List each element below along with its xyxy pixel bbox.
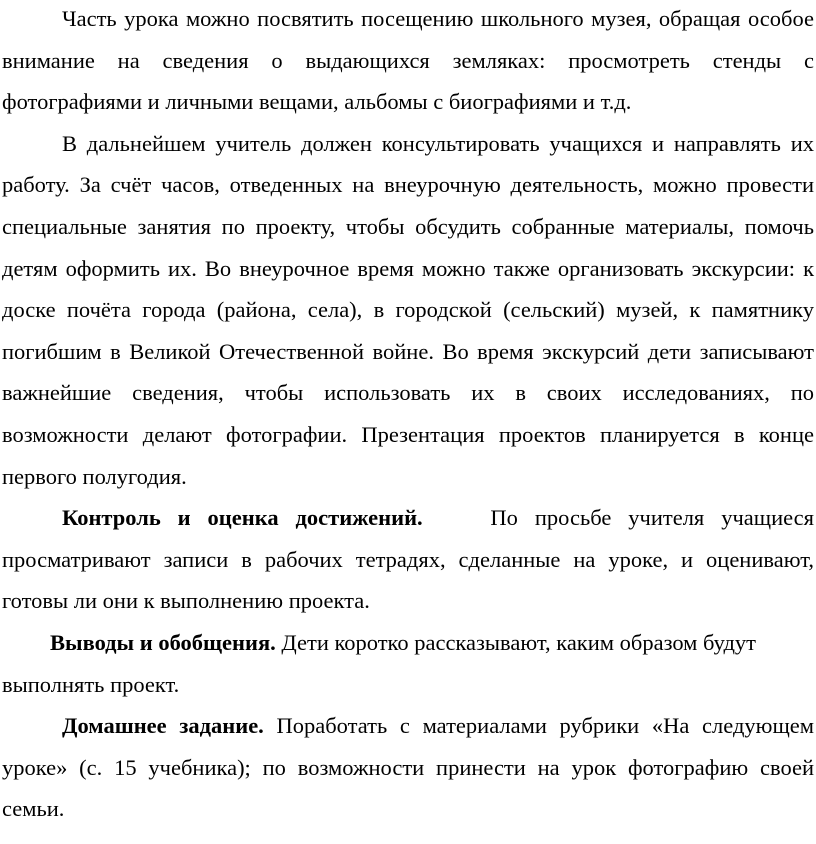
paragraph-text: В дальнейшем учитель должен консультировать учащихся и направлять их работу. За счёт часов, отведенных на внеурочную деятельность, можно провести специальные занятия по проекту, чтобы обсудить собранные материалы, помочь детям оформить их. Во внеурочное время можно также организовать экскурсии: к доске почёта города (района, села), в городской (сельский) музей, к памятнику погибшим в Великой Отечественной войне. Во время экскурсий дети записывают важнейшие сведения, чтобы использовать их в своих исследованиях, по возможности делают фотографии. Презентация проектов планируется в конце первого полугодия. xyxy=(2,130,814,489)
paragraph-heading: Домашнее задание. xyxy=(62,713,264,739)
paragraph-homework xyxy=(2,705,814,830)
paragraph-museum-visit xyxy=(2,0,814,123)
paragraph-text: По просьбе учителя учащиеся просматривают записи в рабочих тетрадях, сделанные на уроке, и оценивают, готовы ли они к выполнению проекта. xyxy=(2,505,815,614)
paragraph-conclusions xyxy=(2,622,814,705)
paragraph-text: Поработать с материалами рубрики «На следующем уроке» (с. 15 учебника); по возможности принести на урок фотографию своей семьи. xyxy=(2,713,814,822)
paragraph-heading: Выводы и обобщения. xyxy=(50,629,276,655)
paragraph-text: Часть урока можно посвятить посещению школьного музея, обращая особое внимание на сведения о выдающихся земляках: просмотреть стенды с фотографиями и личными вещами, альбомы с биографиями и т.д. xyxy=(2,6,814,115)
paragraph-heading: Контроль и оценка достижений. xyxy=(62,505,423,531)
paragraph-teacher-consulting xyxy=(2,123,814,497)
paragraph-control-assessment xyxy=(2,497,814,622)
paragraph-text: Дети коротко рассказывают, каким образом будут выполнять проект. xyxy=(2,629,756,697)
